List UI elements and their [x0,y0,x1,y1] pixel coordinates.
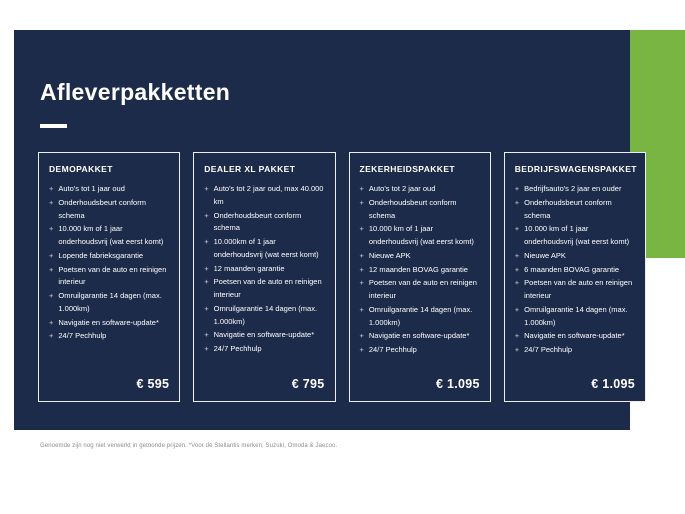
package-item-text: Onderhoudsbeurt conform schema [368,197,457,220]
package-items [360,183,480,358]
plus-bullet-icon: + [204,263,209,273]
plus-bullet-icon: + [359,250,364,260]
plus-bullet-icon: + [514,331,520,341]
package-item [49,183,169,196]
plus-bullet-icon: + [49,291,54,300]
package-card [349,152,491,402]
plus-bullet-icon: + [359,278,364,288]
package-item [360,304,480,330]
package-item-text: Poetsen van de auto en reinigen interieur [58,264,167,287]
package-item [360,250,480,263]
plus-bullet-icon: + [49,317,54,327]
package-item-text: 10.000 km of 1 jaar onderhoudsvrij (wat eerst komt) [368,224,474,246]
package-item-text: Omruilgarantie 14 dagen (max. 1.000km) [58,291,162,313]
package-cards [38,152,646,402]
package-item-text: Navigatie en software-update* [524,331,625,341]
package-item-text: 10.000 km of 1 jaar onderhoudsvrij (wat eerst komt) [58,224,164,246]
package-item-text: Onderhoudsbeurt conform schema [524,197,612,220]
package-item [49,250,169,263]
plus-bullet-icon: + [514,197,520,207]
package-card [504,152,646,402]
package-item [360,183,480,196]
plus-bullet-icon: + [359,184,364,193]
title-underline-dash [40,124,67,128]
plus-bullet-icon: + [514,184,520,193]
plus-bullet-icon: + [514,250,520,260]
package-item [49,330,169,343]
plus-bullet-icon: + [204,277,209,287]
package-item [515,264,635,277]
package-item [204,183,324,209]
package-item-text: 12 maanden BOVAG garantie [368,264,468,274]
package-item [49,290,169,316]
package-item-text: Poetsen van de auto en reinigen interieur [368,278,477,300]
package-item-text: Poetsen van de auto en reinigen interieur [524,278,633,300]
package-item-text: 24/7 Pechhulp [213,344,262,353]
package-item [515,330,635,343]
package-item [49,317,169,330]
package-item [360,264,480,277]
package-item [515,223,635,249]
plus-bullet-icon: + [514,345,520,354]
package-item [515,197,635,223]
package-item [49,197,169,223]
package-item [360,197,480,223]
package-title: BEDRIJFSWAGENSPAKKET [514,164,637,174]
plus-bullet-icon: + [204,237,209,246]
plus-bullet-icon: + [359,264,364,274]
plus-bullet-icon: + [204,344,209,353]
package-item-text: Lopende fabrieksgarantie [58,250,144,260]
package-items [49,183,169,344]
package-item [204,343,324,356]
package-item [49,223,169,249]
package-item [49,264,169,290]
package-item-text: Navigatie en software-update* [213,330,315,340]
package-item-text: 24/7 Pechhulp [524,345,573,354]
page-title: Afleverpakketten [40,79,231,105]
package-price: € 795 [291,377,325,391]
package-card [38,152,180,402]
package-item [515,250,635,263]
package-item-text: 24/7 Pechhulp [58,331,107,341]
package-item-text: 10.000km of 1 jaar onderhoudsvrij (wat eerst komt) [213,237,319,259]
package-items [204,183,324,357]
package-item-text: Navigatie en software-update* [58,317,159,327]
package-items [515,183,635,358]
package-title: DEALER XL PAKKET [204,164,296,174]
plus-bullet-icon: + [204,210,209,220]
package-item [204,329,324,342]
package-item [515,183,635,196]
package-item [360,223,480,249]
plus-bullet-icon: + [359,331,364,341]
package-item [204,303,324,329]
plus-bullet-icon: + [49,331,54,341]
plus-bullet-icon: + [49,197,54,207]
package-item [360,330,480,343]
package-item-text: Omruilgarantie 14 dagen (max. 1.000km) [524,304,628,327]
plus-bullet-icon: + [359,345,364,354]
package-item [204,263,324,276]
package-item-text: 12 maanden garantie [213,263,285,273]
package-title: ZEKERHEIDSPAKKET [359,164,456,174]
package-item-text: Omruilgarantie 14 dagen (max. 1.000km) [213,303,318,326]
package-item-text: Nieuwe APK [368,250,411,260]
plus-bullet-icon: + [204,330,209,340]
package-item-text: Nieuwe APK [524,250,566,260]
package-item [515,344,635,357]
package-item-text: 6 maanden BOVAG garantie [524,264,620,274]
plus-bullet-icon: + [204,303,209,313]
plus-bullet-icon: + [49,250,54,260]
package-item [515,277,635,303]
package-item-text: 24/7 Pechhulp [368,345,417,354]
package-item [204,276,324,302]
package-item-text: Auto's tot 1 jaar oud [58,184,125,193]
package-item [360,277,480,303]
plus-bullet-icon: + [514,304,520,314]
package-item [360,344,480,357]
plus-bullet-icon: + [514,278,520,288]
package-item-text: Auto's tot 2 jaar oud, max 40.000 km [213,184,324,206]
plus-bullet-icon: + [514,264,520,274]
package-card [193,152,335,402]
package-item-text: Auto's tot 2 jaar oud [368,184,436,193]
plus-bullet-icon: + [49,224,54,234]
package-item-text: Poetsen van de auto en reinigen interieur [213,277,322,299]
package-item-text: Bedrijfsauto's 2 jaar en ouder [524,184,622,193]
plus-bullet-icon: + [49,264,54,274]
package-item-text: Omruilgarantie 14 dagen (max. 1.000km) [368,304,473,327]
package-item-text: Onderhoudsbeurt conform schema [213,210,302,233]
package-price: € 595 [136,377,170,391]
plus-bullet-icon: + [49,184,54,193]
package-item [515,304,635,330]
footnote: Genoemde zijn nog niet verwerkt in getoonde prijzen. *Voor de Stellantis merken; Suzuki, Omoda & Jaecoo. [40,443,338,449]
plus-bullet-icon: + [359,304,364,314]
plus-bullet-icon: + [204,184,209,193]
package-item-text: Onderhoudsbeurt conform schema [58,197,146,220]
package-item [204,210,324,236]
package-item [204,236,324,262]
plus-bullet-icon: + [359,197,364,207]
package-item-text: Navigatie en software-update* [368,331,470,341]
package-item-text: 10.000 km of 1 jaar onderhoudsvrij (wat eerst komt) [524,224,630,246]
package-title: DEMOPAKKET [49,164,113,174]
plus-bullet-icon: + [514,224,520,234]
plus-bullet-icon: + [359,224,364,234]
package-price: € 1.095 [435,377,480,391]
package-price: € 1.095 [591,377,635,391]
